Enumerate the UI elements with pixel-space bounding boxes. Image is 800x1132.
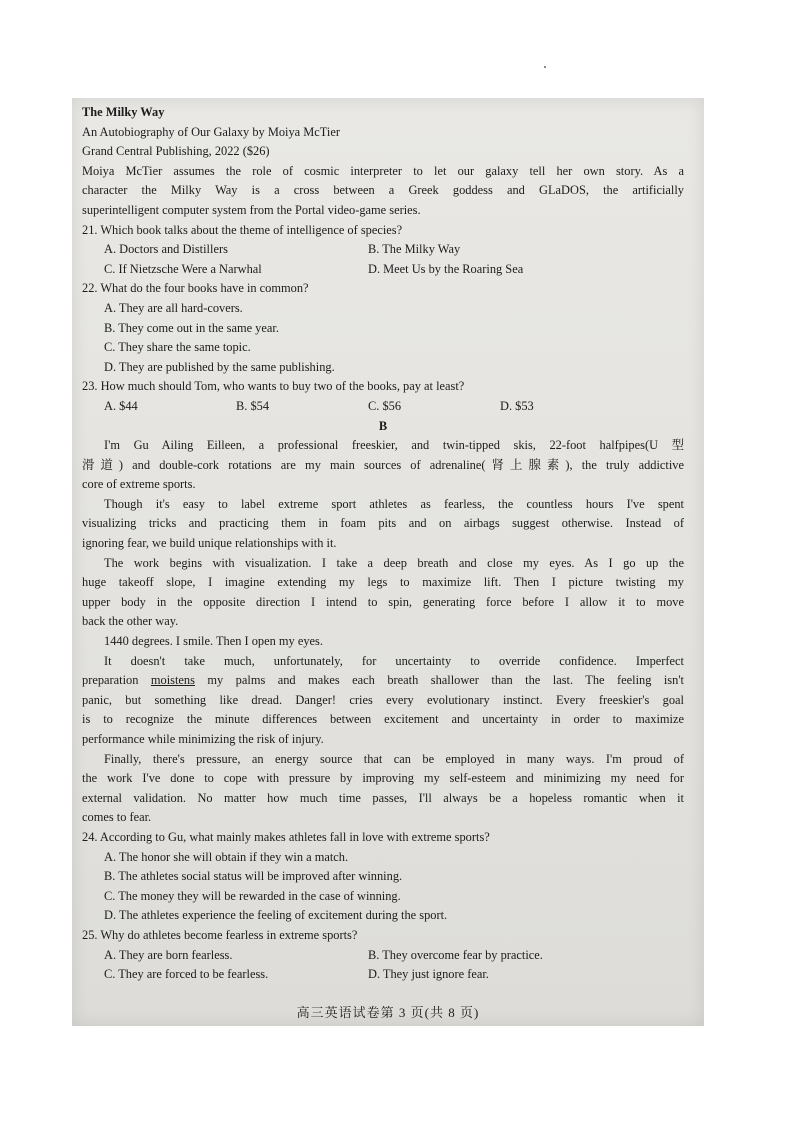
passage-text: my palms and makes each breath shallower than the last. The feeling isn't (194, 673, 684, 688)
passage-line: The work begins with visualization. I take a deep breath and close my eyes. As I go up the (104, 555, 684, 570)
option-25-a: A. They are born fearless. (104, 947, 233, 962)
option-24-a: A. The honor she will obtain if they win a match. (104, 849, 349, 864)
passage-line: is to recognize the minute differences between excitement and uncertainty in order to maximize (82, 712, 684, 727)
book-title: The Milky Way (82, 105, 165, 119)
passage-line: I'm Gu Ailing Eilleen, a professional freeskier, and twin-tipped skis, 22-foot halfpipes(U 型 (104, 438, 684, 453)
book-subtitle: An Autobiography of Our Galaxy by Moiya McTier (82, 124, 340, 139)
question-21-stem: 21. Which book talks about the theme of intelligence of species? (82, 222, 403, 237)
option-22-d: D. They are published by the same publishing. (104, 359, 335, 374)
passage-line: Though it's easy to label extreme sport athletes as fearless, the countless hours I've spent (104, 496, 684, 511)
option-23-b: B. $54 (236, 398, 270, 413)
question-25-options-row (82, 965, 684, 985)
question-22-stem: 22. What do the four books have in common? (82, 281, 309, 296)
passage-line: Finally, there's pressure, an energy source that can be employed in many ways. I'm proud of (104, 751, 684, 766)
question-24-stem: 24. According to Gu, what mainly makes athletes fall in love with extreme sports? (82, 829, 490, 844)
option-21-b: B. The Milky Way (368, 242, 461, 257)
option-22-a: A. They are all hard-covers. (104, 300, 243, 315)
option-24-d: D. The athletes experience the feeling of excitement during the sport. (104, 908, 448, 923)
stray-dot (544, 66, 546, 68)
question-21-options-row (82, 240, 684, 260)
passage-line: 1440 degrees. I smile. Then I open my eyes. (104, 634, 323, 649)
passage-line: visualizing tricks and practicing them in foam pits and on airbags suggest otherwise. Instead of (82, 516, 684, 531)
option-25-b: B. They overcome fear by practice. (368, 947, 543, 962)
passage-line: external validation. No matter how much time passes, I'll always be a hopeless romantic when it (82, 790, 684, 805)
option-21-a: A. Doctors and Distillers (104, 242, 228, 257)
question-25-stem: 25. Why do athletes become fearless in extreme sports? (82, 927, 358, 942)
option-21-d: D. Meet Us by the Roaring Sea (368, 261, 524, 276)
passage-line: comes to fear. (82, 810, 152, 825)
book-publisher: Grand Central Publishing, 2022 ($26) (82, 144, 270, 159)
passage-line: back the other way. (82, 614, 179, 629)
question-23-options-row (82, 397, 684, 417)
passage-line: performance while minimizing the risk of injury. (82, 732, 324, 746)
exam-page (72, 98, 704, 1026)
question-25-options-row (82, 946, 684, 966)
passage-line: upper body in the opposite direction I intend to spin, generating force before I allow it to move (82, 594, 684, 609)
passage-line: core of extreme sports. (82, 477, 196, 492)
passage-line: 滑道) and double-cork rotations are my main sources of adrenaline(肾上腺素), the truly addictive (82, 457, 684, 472)
option-24-c: C. The money they will be rewarded in the case of winning. (104, 888, 401, 903)
option-23-c: C. $56 (368, 398, 402, 413)
section-heading-b: B (378, 418, 388, 433)
option-23-d: D. $53 (500, 398, 534, 413)
underlined-word: moistens (150, 673, 195, 688)
book-description-line: Moiya McTier assumes the role of cosmic interpreter to let our galaxy tell her own story. As a (82, 163, 684, 178)
option-23-a: A. $44 (104, 398, 138, 413)
question-23-stem: 23. How much should Tom, who wants to buy two of the books, pay at least? (82, 379, 465, 394)
option-25-c: C. They are forced to be fearless. (104, 967, 269, 982)
book-description-line: superintelligent computer system from the Portal video-game series. (82, 202, 421, 217)
option-22-b: B. They come out in the same year. (104, 320, 279, 335)
passage-line: panic, but something like dread. Danger! cries every evolutionary instinct. Every freeskier's goal (82, 692, 684, 707)
passage-line: huge takeoff slope, I imagine extending my legs to maximize lift. Then I picture twisting my (82, 575, 684, 590)
option-24-b: B. The athletes social status will be improved after winning. (104, 869, 403, 884)
option-25-d: D. They just ignore fear. (368, 967, 489, 982)
option-22-c: C. They share the same topic. (104, 340, 251, 355)
passage-line: ignoring fear, we build unique relationships with it. (82, 536, 337, 551)
question-21-options-row (82, 260, 684, 280)
passage-text: preparation (82, 673, 151, 688)
page-footer: 高三英语试卷第 3 页(共 8 页) (296, 1005, 480, 1020)
book-description-line: character the Milky Way is a cross between a Greek goddess and GLaDOS, the artificially (82, 183, 684, 198)
passage-line: It doesn't take much, unfortunately, for uncertainty to override confidence. Imperfect (104, 653, 684, 668)
option-21-c: C. If Nietzsche Were a Narwhal (104, 261, 262, 276)
passage-line: the work I've done to cope with pressure by improving my self-esteem and minimizing my need for (82, 771, 684, 786)
passage-line (82, 671, 684, 691)
